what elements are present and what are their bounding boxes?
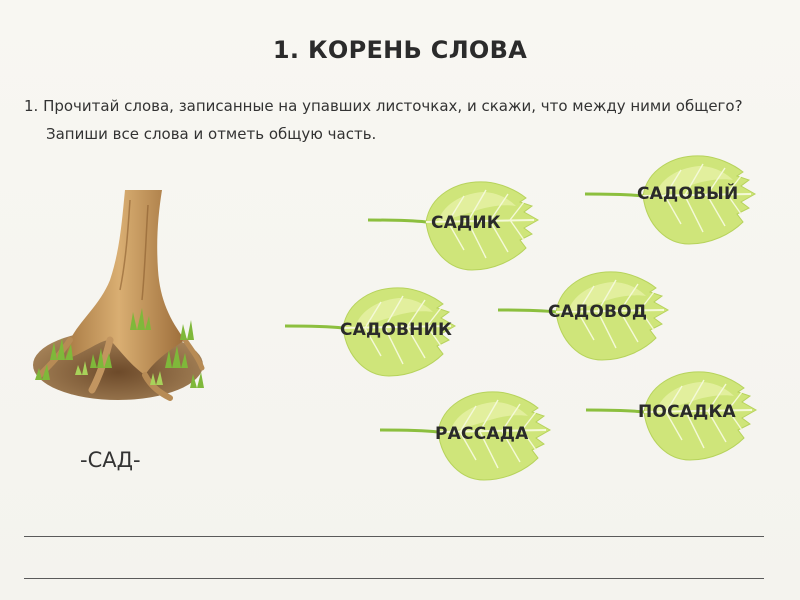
task-line-2: Запиши все слова и отметь общую часть. bbox=[46, 125, 377, 143]
leaf-card-sadik bbox=[368, 176, 543, 274]
leaf-word-posadka: ПОСАДКА bbox=[638, 402, 736, 422]
task-instructions bbox=[24, 92, 784, 148]
tree-stump-illustration bbox=[30, 190, 205, 410]
leaf-word-sadovyi: САДОВЫЙ bbox=[637, 184, 739, 204]
leaf-card-rassada bbox=[380, 386, 555, 484]
leaf-word-rassada: РАССАДА bbox=[435, 424, 529, 444]
answer-line-2[interactable] bbox=[24, 578, 764, 579]
leaf-word-sadovod: САДОВОД bbox=[548, 302, 648, 322]
leaf-card-sadovod bbox=[498, 266, 673, 364]
root-word-label: -САД- bbox=[80, 448, 141, 472]
page-title: 1. КОРЕНЬ СЛОВА bbox=[272, 36, 528, 64]
leaf-word-sadik: САДИК bbox=[431, 213, 501, 233]
leaf-card-sadovnik bbox=[285, 282, 460, 380]
task-line-1: 1. Прочитай слова, записанные на упавших листочках, и скажи, что между ними общего? bbox=[24, 97, 743, 115]
leaf-card-posadka bbox=[586, 366, 761, 464]
answer-line-1[interactable] bbox=[24, 536, 764, 537]
leaf-card-sadovyi bbox=[585, 150, 760, 248]
leaf-word-sadovnik: САДОВНИК bbox=[340, 320, 453, 340]
